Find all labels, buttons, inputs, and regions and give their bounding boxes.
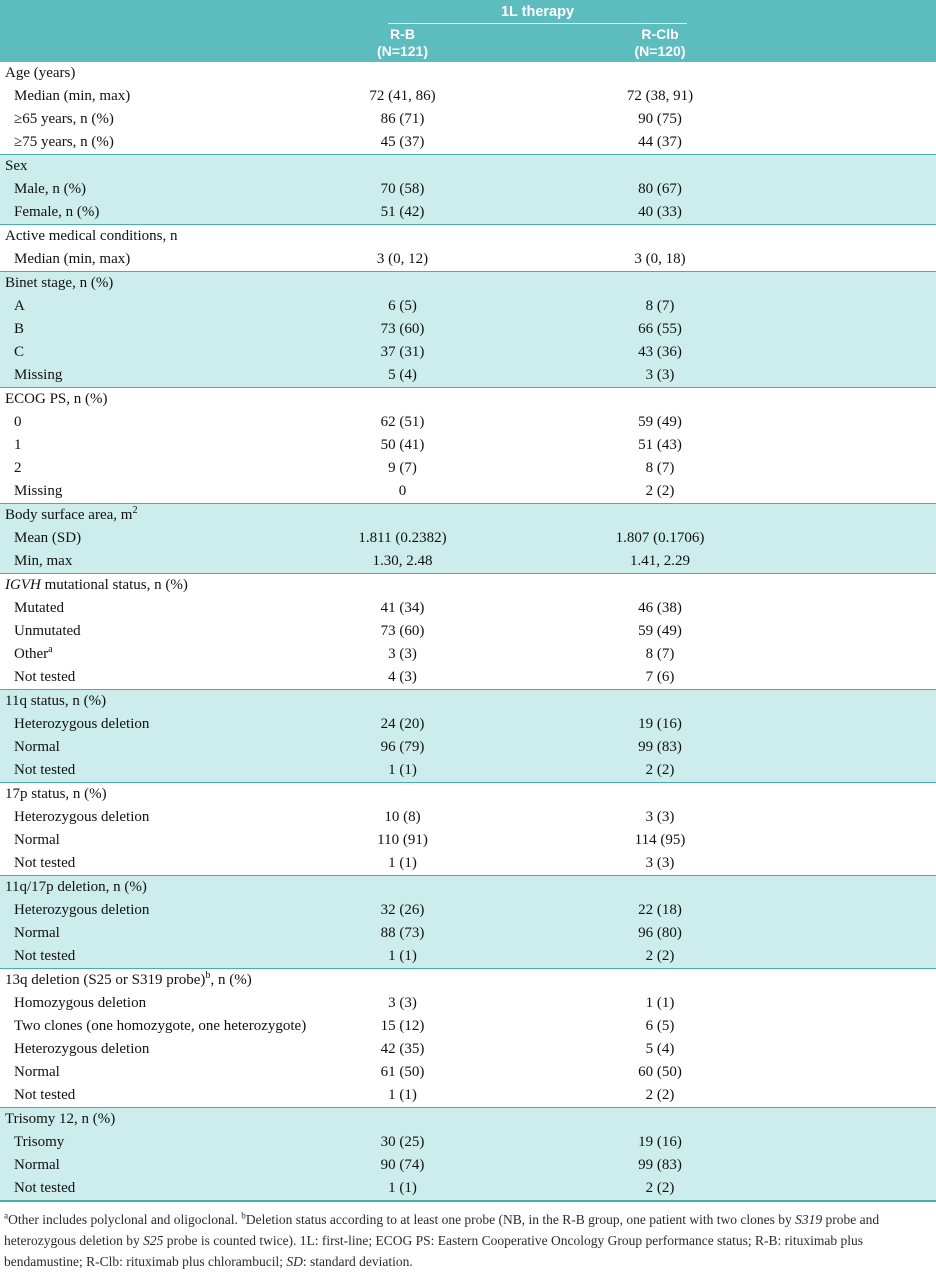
value-rb: 9 (7) <box>280 457 525 480</box>
row-label: Heterozygous deletion <box>0 713 280 736</box>
section-header-row <box>0 62 936 85</box>
row-label: Normal <box>0 922 280 945</box>
value-rclb: 3 (0, 18) <box>525 248 795 272</box>
table-row <box>0 411 936 434</box>
value-rb: 50 (41) <box>280 434 525 457</box>
table-row <box>0 108 936 131</box>
row-filler <box>795 759 936 783</box>
section-header-label: Trisomy 12, n (%) <box>0 1108 936 1132</box>
table-section <box>0 574 936 690</box>
column-header-rb-name: R-B <box>390 26 415 42</box>
value-rclb: 96 (80) <box>525 922 795 945</box>
row-label: Median (min, max) <box>0 248 280 272</box>
table-row <box>0 666 936 690</box>
row-label: Normal <box>0 736 280 759</box>
column-header-rclb <box>525 24 795 62</box>
row-label: Min, max <box>0 550 280 574</box>
table-section <box>0 969 936 1108</box>
header-spacer-left <box>0 0 280 24</box>
value-rb: 1 (1) <box>280 852 525 876</box>
table-row <box>0 713 936 736</box>
value-rb: 3 (0, 12) <box>280 248 525 272</box>
row-label: Heterozygous deletion <box>0 899 280 922</box>
table-row <box>0 550 936 574</box>
table-section <box>0 62 936 155</box>
row-filler <box>795 131 936 155</box>
table-row <box>0 597 936 620</box>
row-filler <box>795 1131 936 1154</box>
row-filler <box>795 1015 936 1038</box>
row-filler <box>795 922 936 945</box>
row-filler <box>795 1084 936 1108</box>
section-header-row <box>0 388 936 412</box>
section-header-label: 13q deletion (S25 or S319 probe)$^b$, n (%) <box>0 969 936 993</box>
row-label: Heterozygous deletion <box>0 806 280 829</box>
value-rclb: 51 (43) <box>525 434 795 457</box>
value-rclb: 3 (3) <box>525 364 795 388</box>
row-label: 0 <box>0 411 280 434</box>
row-filler <box>795 550 936 574</box>
table-row <box>0 1131 936 1154</box>
row-label: A <box>0 295 280 318</box>
value-rclb: 43 (36) <box>525 341 795 364</box>
header-spacer-left2 <box>0 24 280 62</box>
row-filler <box>795 643 936 666</box>
value-rb: 1 (1) <box>280 1177 525 1201</box>
value-rb: 0 <box>280 480 525 504</box>
value-rb: 1.811 (0.2382) <box>280 527 525 550</box>
value-rb: 73 (60) <box>280 318 525 341</box>
column-header-rclb-n: (N=120) <box>634 43 686 59</box>
value-rb: 1 (1) <box>280 1084 525 1108</box>
column-header-rb-n: (N=121) <box>377 43 428 59</box>
table-section <box>0 690 936 783</box>
table-row <box>0 434 936 457</box>
value-rclb: 46 (38) <box>525 597 795 620</box>
header-spacer-right <box>795 0 936 24</box>
row-filler <box>795 341 936 364</box>
row-filler <box>795 620 936 643</box>
row-filler <box>795 178 936 201</box>
row-filler <box>795 829 936 852</box>
section-header-label: 11q/17p deletion, n (%) <box>0 876 936 900</box>
row-filler <box>795 899 936 922</box>
table-row <box>0 131 936 155</box>
table-section <box>0 225 936 272</box>
row-filler <box>795 411 936 434</box>
value-rb: 90 (74) <box>280 1154 525 1177</box>
row-label: Normal <box>0 1061 280 1084</box>
row-filler <box>795 527 936 550</box>
row-filler <box>795 248 936 272</box>
section-header-label: Body surface area, $m^2$ <box>0 504 936 528</box>
value-rclb: 2 (2) <box>525 1084 795 1108</box>
table-row <box>0 759 936 783</box>
row-label: 2 <box>0 457 280 480</box>
table-section <box>0 388 936 504</box>
row-filler <box>795 597 936 620</box>
column-header-rb <box>280 24 525 62</box>
value-rb: 30 (25) <box>280 1131 525 1154</box>
value-rclb: 2 (2) <box>525 480 795 504</box>
value-rb: 72 (41, 86) <box>280 85 525 108</box>
row-filler <box>795 806 936 829</box>
value-rb: 45 (37) <box>280 131 525 155</box>
group-header-cell <box>280 0 795 24</box>
row-filler <box>795 457 936 480</box>
section-header-row <box>0 504 936 528</box>
row-filler <box>795 1038 936 1061</box>
value-rb: 1 (1) <box>280 945 525 969</box>
table-row <box>0 1061 936 1084</box>
section-header-label: IGVH mutational status, n (%) <box>0 574 936 598</box>
row-filler <box>795 295 936 318</box>
value-rclb: 2 (2) <box>525 945 795 969</box>
value-rclb: 44 (37) <box>525 131 795 155</box>
row-label: Not tested <box>0 1084 280 1108</box>
table-row <box>0 1084 936 1108</box>
row-filler <box>795 1061 936 1084</box>
value-rclb: 2 (2) <box>525 1177 795 1201</box>
table-row <box>0 736 936 759</box>
value-rclb: 60 (50) <box>525 1061 795 1084</box>
value-rclb: 80 (67) <box>525 178 795 201</box>
row-label: ≥75 years, n (%) <box>0 131 280 155</box>
value-rclb: 59 (49) <box>525 411 795 434</box>
value-rb: 6 (5) <box>280 295 525 318</box>
table-row <box>0 457 936 480</box>
table-row <box>0 829 936 852</box>
value-rclb: 72 (38, 91) <box>525 85 795 108</box>
table-section <box>0 783 936 876</box>
section-header-row <box>0 1108 936 1132</box>
value-rb: 42 (35) <box>280 1038 525 1061</box>
value-rclb: 7 (6) <box>525 666 795 690</box>
value-rclb: 1 (1) <box>525 992 795 1015</box>
value-rclb: 8 (7) <box>525 295 795 318</box>
row-label: Mutated <box>0 597 280 620</box>
table-row <box>0 806 936 829</box>
value-rclb: 3 (3) <box>525 806 795 829</box>
section-header-label: Age (years) <box>0 62 936 85</box>
value-rb: 62 (51) <box>280 411 525 434</box>
table-row <box>0 1154 936 1177</box>
section-header-label: Binet stage, n (%) <box>0 272 936 296</box>
table-row <box>0 643 936 666</box>
table-row <box>0 85 936 108</box>
row-label: Not tested <box>0 666 280 690</box>
row-filler <box>795 108 936 131</box>
row-label: Not tested <box>0 945 280 969</box>
value-rb: 61 (50) <box>280 1061 525 1084</box>
row-label: Normal <box>0 1154 280 1177</box>
section-header-label: Active medical conditions, n <box>0 225 936 249</box>
value-rclb: 114 (95) <box>525 829 795 852</box>
section-header-row <box>0 574 936 598</box>
section-header-row <box>0 155 936 179</box>
table-row <box>0 1177 936 1201</box>
value-rb: 32 (26) <box>280 899 525 922</box>
footnote: $^a$Other includes polyclonal and oligoclonal. $^b$Deletion status according to at least one probe (NB, in the R-B group, one patient with two clones by S319 probe and heterozygous deletion by S25 probe is counted twice). 1L: first-line; ECOG PS: Eastern Cooperative Oncology Group performance status; R-B: rituximab plus bendamustine; R-Clb: rituximab plus chlorambucil; SD: standard deviation. <box>4 1210 880 1269</box>
row-label: Male, n (%) <box>0 178 280 201</box>
value-rb: 110 (91) <box>280 829 525 852</box>
row-label: B <box>0 318 280 341</box>
value-rb: 4 (3) <box>280 666 525 690</box>
header-spacer-right2 <box>795 24 936 62</box>
row-label: Other$^a$ <box>0 643 280 666</box>
row-label: Normal <box>0 829 280 852</box>
table-row <box>0 201 936 225</box>
table-row <box>0 1038 936 1061</box>
section-header-row <box>0 783 936 807</box>
value-rb: 24 (20) <box>280 713 525 736</box>
row-label: Female, n (%) <box>0 201 280 225</box>
row-filler <box>795 201 936 225</box>
section-header-row <box>0 225 936 249</box>
value-rclb: 22 (18) <box>525 899 795 922</box>
table-row <box>0 922 936 945</box>
row-filler <box>795 992 936 1015</box>
value-rclb: 3 (3) <box>525 852 795 876</box>
row-label: Not tested <box>0 1177 280 1201</box>
value-rb: 37 (31) <box>280 341 525 364</box>
row-label: Not tested <box>0 759 280 783</box>
value-rclb: 99 (83) <box>525 1154 795 1177</box>
table-section <box>0 272 936 388</box>
row-filler <box>795 434 936 457</box>
column-header-rclb-name: R-Clb <box>641 26 679 42</box>
row-label: Homozygous deletion <box>0 992 280 1015</box>
section-header-row <box>0 272 936 296</box>
table-row <box>0 1015 936 1038</box>
value-rb: 5 (4) <box>280 364 525 388</box>
value-rclb: 8 (7) <box>525 643 795 666</box>
section-header-row <box>0 690 936 714</box>
section-header-row <box>0 876 936 900</box>
value-rb: 51 (42) <box>280 201 525 225</box>
row-filler <box>795 85 936 108</box>
value-rb: 15 (12) <box>280 1015 525 1038</box>
group-header-label: 1L therapy <box>500 4 575 20</box>
value-rclb: 5 (4) <box>525 1038 795 1061</box>
row-label: Missing <box>0 480 280 504</box>
value-rclb: 19 (16) <box>525 713 795 736</box>
row-label: Missing <box>0 364 280 388</box>
row-filler <box>795 364 936 388</box>
table-section <box>0 155 936 225</box>
value-rclb: 90 (75) <box>525 108 795 131</box>
section-header-label: ECOG PS, n (%) <box>0 388 936 412</box>
value-rclb: 8 (7) <box>525 457 795 480</box>
value-rb: 1.30, 2.48 <box>280 550 525 574</box>
section-header-label: 17p status, n (%) <box>0 783 936 807</box>
table-row <box>0 899 936 922</box>
value-rclb: 40 (33) <box>525 201 795 225</box>
table-row <box>0 480 936 504</box>
table-row <box>0 341 936 364</box>
row-label: Two clones (one homozygote, one heterozygote) <box>0 1015 280 1038</box>
table-row <box>0 178 936 201</box>
value-rb: 70 (58) <box>280 178 525 201</box>
row-label: C <box>0 341 280 364</box>
table-row <box>0 527 936 550</box>
row-filler <box>795 713 936 736</box>
row-filler <box>795 945 936 969</box>
row-filler <box>795 480 936 504</box>
row-label: Mean (SD) <box>0 527 280 550</box>
value-rclb: 66 (55) <box>525 318 795 341</box>
row-label: Heterozygous deletion <box>0 1038 280 1061</box>
row-filler <box>795 852 936 876</box>
row-label: Unmutated <box>0 620 280 643</box>
table-section <box>0 876 936 969</box>
value-rclb: 19 (16) <box>525 1131 795 1154</box>
value-rclb: 1.807 (0.1706) <box>525 527 795 550</box>
table-row <box>0 248 936 272</box>
table-header <box>0 0 936 62</box>
value-rclb: 2 (2) <box>525 759 795 783</box>
value-rclb: 6 (5) <box>525 1015 795 1038</box>
table-section <box>0 504 936 574</box>
row-label: 1 <box>0 434 280 457</box>
value-rb: 3 (3) <box>280 992 525 1015</box>
section-header-label: Sex <box>0 155 936 179</box>
value-rb: 10 (8) <box>280 806 525 829</box>
row-label: ≥65 years, n (%) <box>0 108 280 131</box>
table-section <box>0 1108 936 1202</box>
row-label: Not tested <box>0 852 280 876</box>
row-filler <box>795 1154 936 1177</box>
value-rclb: 99 (83) <box>525 736 795 759</box>
table-row <box>0 992 936 1015</box>
value-rb: 3 (3) <box>280 643 525 666</box>
value-rb: 96 (79) <box>280 736 525 759</box>
row-filler <box>795 1177 936 1201</box>
value-rclb: 1.41, 2.29 <box>525 550 795 574</box>
table-row <box>0 364 936 388</box>
table-row <box>0 318 936 341</box>
row-filler <box>795 666 936 690</box>
table-row <box>0 852 936 876</box>
table-row <box>0 620 936 643</box>
section-header-row <box>0 969 936 993</box>
value-rb: 1 (1) <box>280 759 525 783</box>
table-row <box>0 295 936 318</box>
value-rb: 86 (71) <box>280 108 525 131</box>
table-row <box>0 945 936 969</box>
value-rb: 41 (34) <box>280 597 525 620</box>
value-rb: 88 (73) <box>280 922 525 945</box>
value-rclb: 59 (49) <box>525 620 795 643</box>
row-label: Median (min, max) <box>0 85 280 108</box>
row-filler <box>795 736 936 759</box>
section-header-label: 11q status, n (%) <box>0 690 936 714</box>
row-filler <box>795 318 936 341</box>
value-rb: 73 (60) <box>280 620 525 643</box>
row-label: Trisomy <box>0 1131 280 1154</box>
